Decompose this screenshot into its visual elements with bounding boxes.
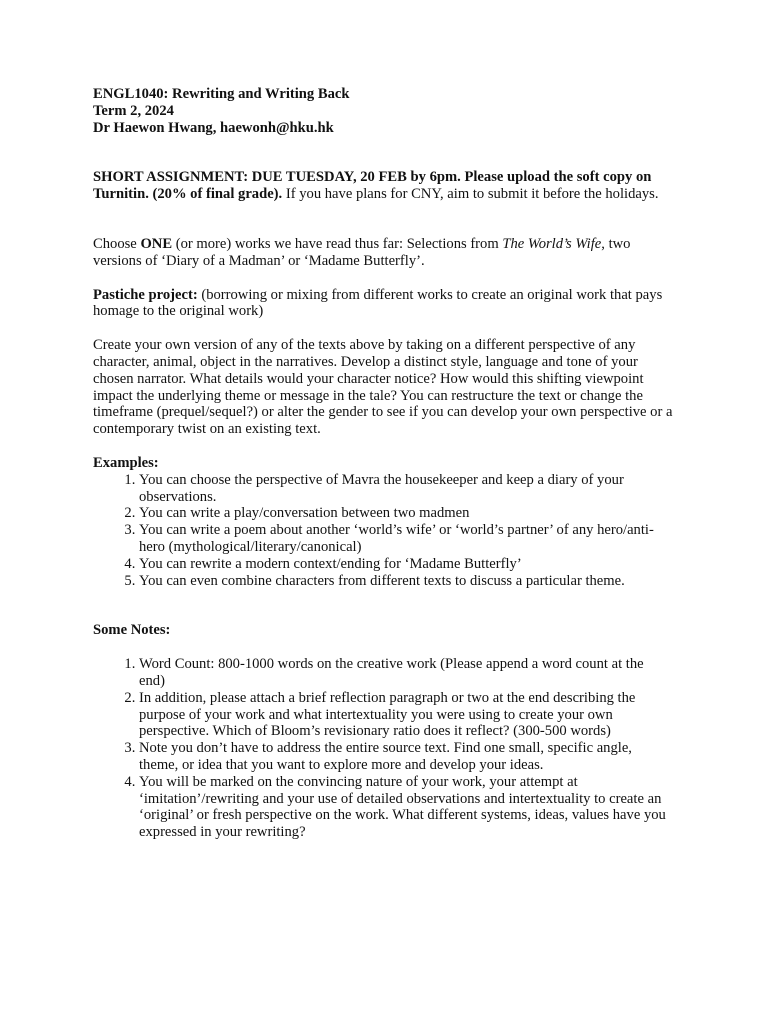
notes-heading: Some Notes: (93, 622, 171, 639)
assignment-cny-note: If you have plans for CNY, aim to submit it before the holidays. (282, 186, 659, 203)
list-item: 5. You can even combine characters from different texts to discuss a particular theme. (139, 573, 673, 590)
list-item: 4. You will be marked on the convincing nature of your work, your attempt at ‘imitation’/rewriting and your use of detailed observations and intertextuality to create an ‘original’ or fresh perspective on the work. What different systems, ideas, values have you expressed in your rewriting? (139, 774, 673, 841)
course-title: ENGL1040: Rewriting and Writing Back (93, 86, 350, 102)
examples-heading: Examples: (93, 454, 159, 471)
worlds-wife-title: The World’s Wife (502, 235, 602, 252)
pastiche-paragraph (93, 287, 673, 321)
examples-list (93, 472, 673, 590)
notes-list (93, 656, 673, 841)
list-item: 4. You can rewrite a modern context/ending for ‘Madame Butterfly’ (139, 556, 673, 573)
list-item: 2. In addition, please attach a brief reflection paragraph or two at the end describing the purpose of your work and what intertextuality you were using to create your own perspective. Which of Bloom’s revisionary ratio does it reflect? (300-500 words) (139, 690, 673, 740)
term-line: Term 2, 2024 (93, 102, 174, 119)
assignment-due-text: SHORT ASSIGNMENT: DUE TUESDAY, 20 FEB by 6pm. Please upload the soft copy on Turnitin. (20% of final grade). (93, 169, 652, 203)
assignment-paragraph (93, 169, 673, 203)
pastiche-label: Pastiche project: (93, 286, 198, 303)
list-item: 1. Word Count: 800-1000 words on the creative work (Please append a word count at the end) (139, 656, 673, 690)
document-page (93, 86, 673, 841)
choose-one-emphasis: ONE (140, 235, 173, 252)
choose-middle: (or more) works we have read thus far: Selections from (172, 235, 503, 252)
list-item: 2. You can write a play/conversation between two madmen (139, 505, 673, 522)
choose-suffix: , two versions of ‘Diary of a Madman’ or ‘Madame Butterfly’. (93, 235, 631, 269)
list-item: 1. You can choose the perspective of Mavra the housekeeper and keep a diary of your observations. (139, 472, 673, 506)
pastiche-definition: (borrowing or mixing from different works to create an original work that pays homage to the original work) (93, 286, 663, 320)
instructor-line: Dr Haewon Hwang, haewonh@hku.hk (93, 119, 334, 136)
choose-paragraph (93, 236, 673, 270)
list-item: 3. You can write a poem about another ‘world’s wife’ or ‘world’s partner’ of any hero/anti-hero (mythological/literary/canonical) (139, 522, 673, 556)
description-paragraph: Create your own version of any of the texts above by taking on a different perspective of any character, animal, object in the narratives. Develop a distinct style, language and tone of your chosen narrator. What details would your character notice? How would this shifting viewpoint impact the underlying theme or message in the tale? You can restructure the text or change the timeframe (prequel/sequel?) or alter the gender to see if you can develop your own perspective or a contemporary twist on an existing text. (93, 337, 673, 438)
list-item: 3. Note you don’t have to address the entire source text. Find one small, specific angle, theme, or idea that you want to explore more and develop your ideas. (139, 740, 673, 774)
choose-prefix: Choose (93, 235, 141, 252)
